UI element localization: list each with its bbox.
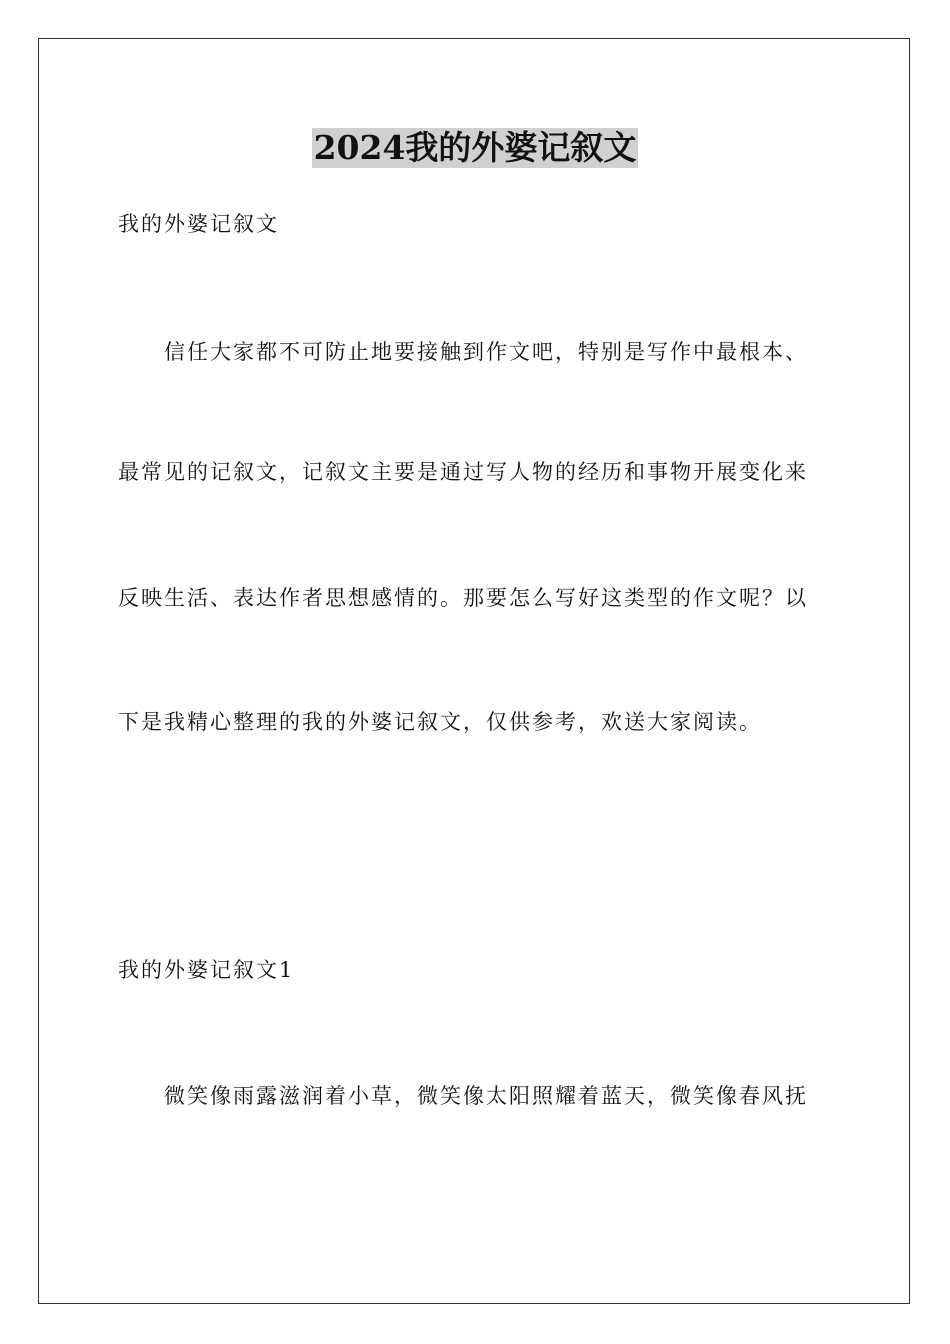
paragraph-line: 微笑像雨露滋润着小草，微笑像太阳照耀着蓝天，微笑像春风抚 [164, 1084, 808, 1108]
title-container [0, 128, 950, 168]
subtitle-line: 我的外婆记叙文 [118, 212, 279, 236]
paragraph-line: 信任大家都不可防止地要接触到作文吧，特别是写作中最根本、 [164, 340, 808, 364]
paragraph-line: 反映生活、表达作者思想感情的。那要怎么写好这类型的作文呢？以 [118, 586, 808, 610]
document-title: 2024我的外婆记叙文 [313, 128, 637, 167]
section-heading: 我的外婆记叙文1 [118, 958, 295, 982]
paragraph-line: 下是我精心整理的我的外婆记叙文，仅供参考，欢送大家阅读。 [118, 710, 762, 734]
paragraph-line: 最常见的记叙文，记叙文主要是通过写人物的经历和事物开展变化来 [118, 460, 808, 484]
